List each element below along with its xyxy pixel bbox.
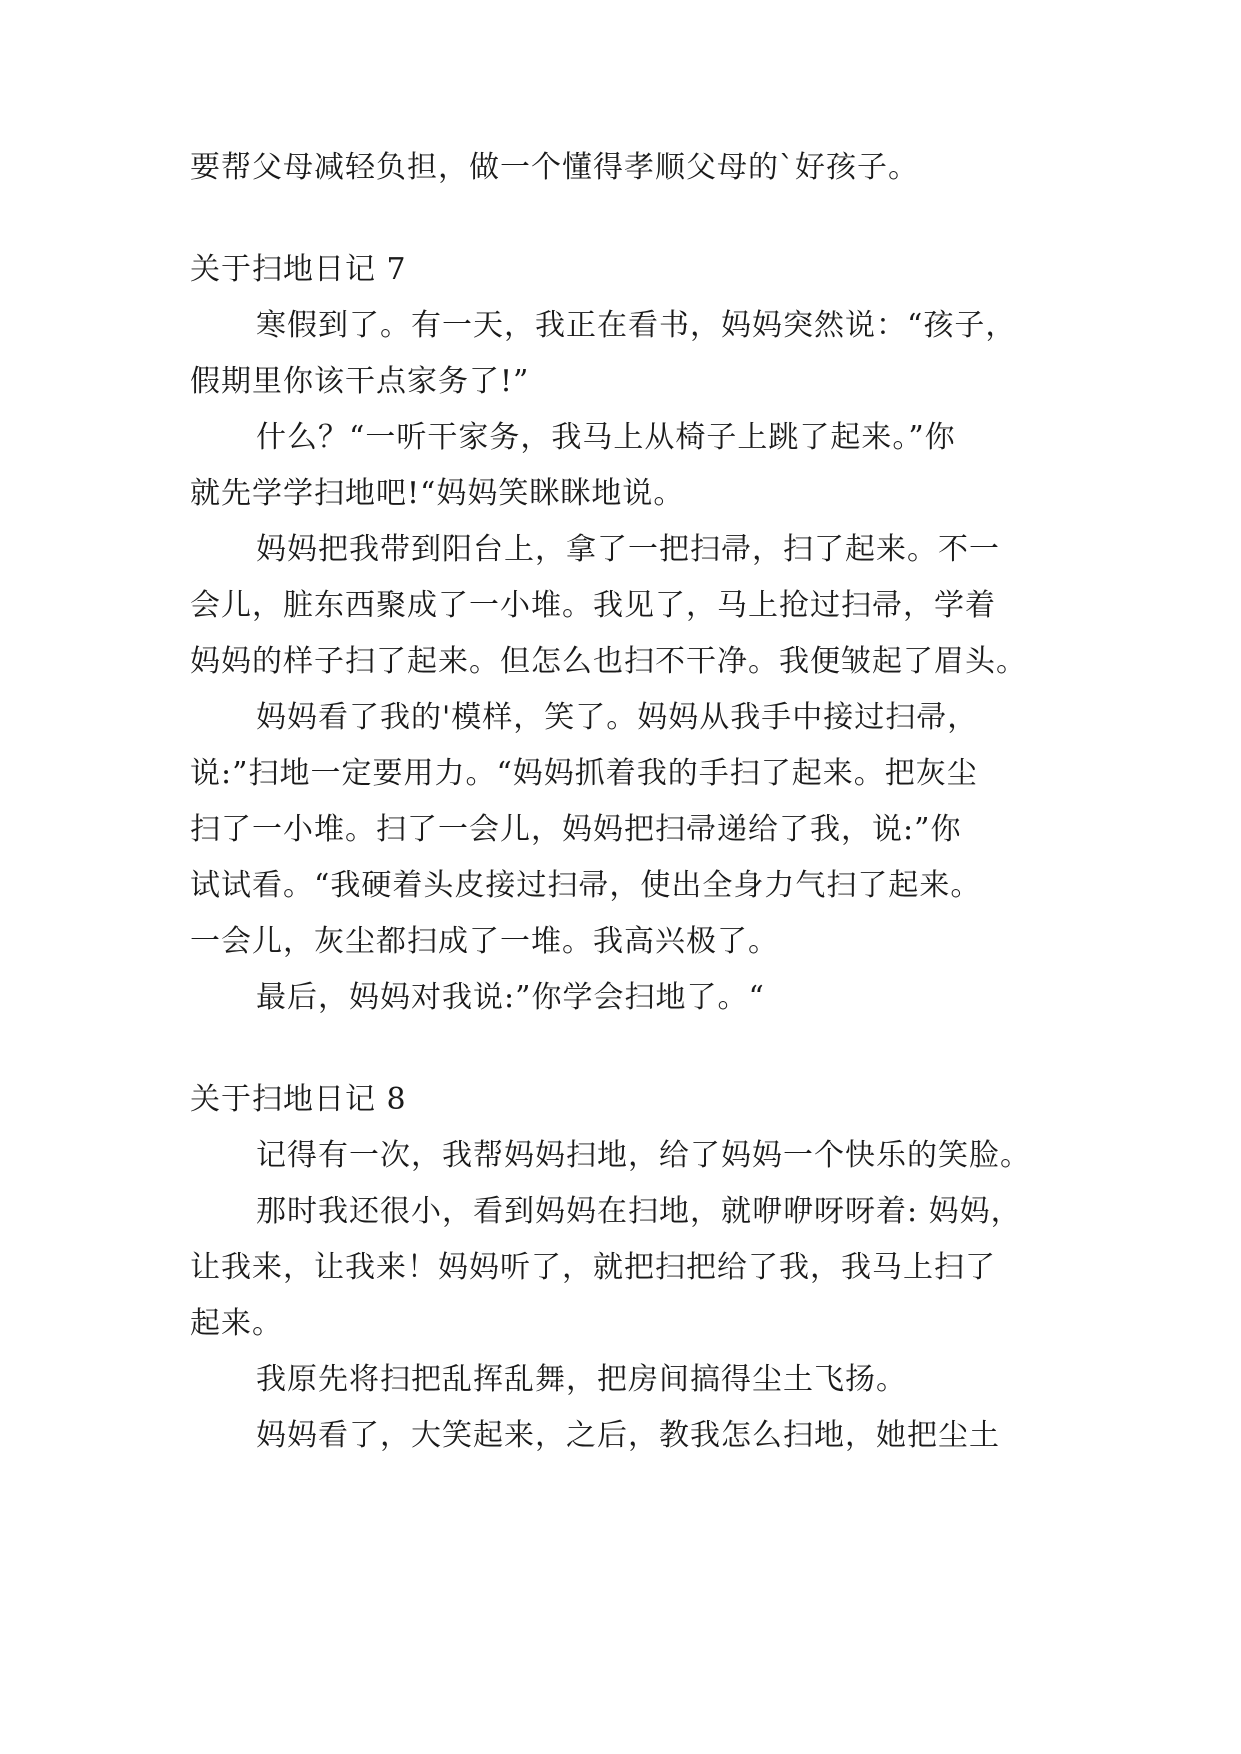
paragraph-line: 一会儿，灰尘都扫成了一堆。我高兴极了。 [190, 924, 779, 959]
paragraph-line: 记得有一次，我帮妈妈扫地，给了妈妈一个快乐的笑脸。 [256, 1138, 1031, 1173]
paragraph-line: 就先学学扫地吧!“妈妈笑眯眯地说。 [190, 476, 685, 511]
paragraph-line: 妈妈看了，大笑起来，之后，教我怎么扫地，她把尘土 [256, 1418, 1000, 1453]
paragraph-line: 扫了一小堆。扫了一会儿，妈妈把扫帚递给了我，说:”你 [190, 812, 962, 847]
paragraph-line: 妈妈把我带到阳台上，拿了一把扫帚，扫了起来。不一 [256, 532, 1000, 567]
section-heading-8: 关于扫地日记 8 [190, 1082, 407, 1117]
paragraph-line: 那时我还很小，看到妈妈在扫地，就咿咿呀呀着: 妈妈， [256, 1194, 1022, 1229]
paragraph-line: 会儿，脏东西聚成了一小堆。我见了，马上抢过扫帚，学着 [190, 588, 996, 623]
paragraph-line: 我原先将扫把乱挥乱舞，把房间搞得尘土飞扬。 [256, 1362, 907, 1397]
paragraph-line: 试试看。“我硬着头皮接过扫帚，使出全身力气扫了起来。 [190, 868, 982, 903]
paragraph-line: 妈妈的样子扫了起来。但怎么也扫不干净。我便皱起了眉头。 [190, 644, 1027, 679]
paragraph-line: 妈妈看了我的'模样，笑了。妈妈从我手中接过扫帚， [256, 700, 979, 735]
paragraph-line: 最后，妈妈对我说:”你学会扫地了。“ [256, 980, 765, 1015]
paragraph-line: 假期里你该干点家务了!” [190, 364, 530, 399]
paragraph-line: 起来。 [190, 1306, 283, 1341]
paragraph-line: 要帮父母减轻负担，做一个懂得孝顺父母的`好孩子。 [190, 150, 919, 185]
section-heading-7: 关于扫地日记 7 [190, 252, 407, 287]
paragraph-line: 寒假到了。有一天，我正在看书，妈妈突然说：“孩子， [256, 308, 1017, 343]
paragraph-line: 让我来，让我来！妈妈听了，就把扫把给了我，我马上扫了 [190, 1250, 996, 1285]
paragraph-line: 什么？“一听干家务，我马上从椅子上跳了起来。”你 [256, 420, 956, 455]
paragraph-line: 说:”扫地一定要用力。“妈妈抓着我的手扫了起来。把灰尘 [190, 756, 978, 791]
